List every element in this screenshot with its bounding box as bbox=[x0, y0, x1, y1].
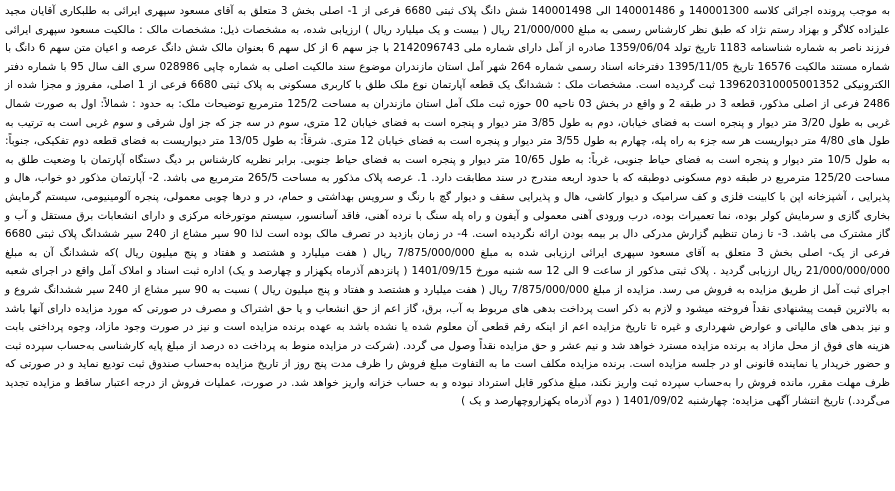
auction-notice-text: به موجب پرونده اجرائی کلاسه 140001300 و 140001486 الی 140001498 شش دانگ پلاک ثبتی 6680 فرعی از 1- اصلی بخش 3 متعلق به آقای مسعود سپهری ایرائی به طلبکاری آقایان مجید علیزاده کلاگر و بهزاد رستم نژاد که طبق نظر کارشناس رسمی به مبلغ 21/000/000 ریال ( بیست و یک میلیارد ریال ) ارزیابی شده، به مشخصات ذیل: مشخصات مالک : مالکیت مسعود سپهری ایرائی فرزند ناصر به شماره شناسنامه 1183 تاریخ تولد 1359/06/04 صادره از آمل دارای شماره ملی 2142096743 با جز سهم 6 از کل سهم 6 بعنوان مالک شش دانگ عرصه و اعیان متن سهم 6 دانگ با شماره مستند مالکیت 16576 تاریخ 1395/11/05 دفترخانه اسناد رسمی شماره 264 شهر آمل استان مازندران موضوع سند مالکیت اصلی به شماره چاپی 028986 سری الف سال 95 با شماره دفتر الکترونیکی 139620310005001352 ثبت گردیده است. مشخصات ملک : ششدانگ یک قطعه آپارتمان نوع ملک طلق با کاربری مسکونی به پلاک ثبتی 6680 فرعی از 1 اصلی، مفروز و مجزا شده از 2486 فرعی از اصلی مذکور، قطعه 3 در طبقه 2 و واقع در بخش 03 ناحیه 00 حوزه ثبت ملک آمل استان مازندران به مساحت 125/2 مترمربع توضیحات ملک: به حدود : شمالاً: اول به صورت شمال غربی به طول 3/20 متر دیوار و پنجره است به فضای خیابان، دوم به طول 3/85 متر دیوار و پنجره است به فضای خیابان 12 متری، سوم در سه جز که جز اول شرقی و سوم غربی است به ترتیب به طول های 4/80 متر دیواریست هر سه جزء به راه پله، چهارم به طول 3/55 متر دیوار و پنجره است به فضای خیابان 12 متری. شرقاً: به طول 13/05 متر دیواریست به فضای قطعه دوم تفکیکی، جنوباً: به طول 10/5 متر دیوار و پنجره است به فضای حیاط جنوبی، غرباً: به طول 10/65 متر دیوار و پنجره است به فضای حیاط جنوبی. برابر نظریه کارشناس بر دیگ دستگاه آپارتمان با وضعیت طلق به مساحت 125/20 مترمربع در طبقه دوم مسکونی دوطبقه که با حدود اربعه مندرج در سند مطابقت دارد. 1. عرصه پلاک مذکور به مساحت 265/5 مترمربع می باشد. 2- آپارتمان مذکور دو خواب، هال و پذیرایی ، آشپزخانه اپن با کابینت فلزی و کف سرامیک و دیوار کاشی، هال و پذیرایی سقف و دیوار گچ با رنگ و سرویس بهداشتی و حمام، در و درها چوبی معمولی، پنجره آلومینیومی، سیستم گرمایش بخاری گازی و سرمایش کولر بوده، نما تعمیرات بوده، درب ورودی آهنی معمولی و آیفون و راه پله سنگ با نرده آهنی، فاقد آسانسور، سیستم موتورخانه مرکزی و دارای انشعابات برق مستقل و آب و گاز مشترک می باشد. 3- تا زمان تنظیم گزارش مدرکی دال بر بیمه بودن ارائه نگردیده است. 4- در زمان بازدید در تصرف مالک بوده است لذا 90 سیر مشاع از 240 سیر ششدانگ پلاک ثبتی 6680 فرعی از یک- اصلی بخش 3 متعلق به آقای مسعود سپهری ایرائی ارزیابی شده به مبلغ 7/875/000/000 ریال ( هفت میلیارد و هشتصد و هفتاد و پنج میلیون ریال )که ششدانگ آن به مبلغ 21/000/000/000 ریال ارزیابی گردید . پلاک ثبتی مذکور از ساعت 9 الی 12 سه شنبه مورخ 1401/09/15 ( پانزدهم آذرماه یکهزار و چهارصد و یک) اداره ثبت اسناد و املاک آمل واقع در اجرای شعبه اجرای ثبت آمل از طریق مزایده به فروش می رسد. مزایده از مبلغ 7/875/000/000 ریال ( هفت میلیارد و هشتصد و هفتاد و پنج میلیون ریال ) نسبت به 90 سیر مشاع از 240 سیر ششدانگ شروع و به بالاترین قیمت پیشنهادی نقداً فروخته میشود و لازم به ذکر است پرداخت بدهی های مربوط به آب، برق، گاز اعم از حق انشعاب و یا حق اشتراک و مصرف در صورتی که مورد مزایده دارای آنها باشد و نیز بدهی های مالیاتی و عوارض شهرداری و غیره تا تاریخ مزایده اعم از اینکه رقم قطعی آن معلوم شده یا نشده باشد به عهده برنده مزایده است و نیز در صورت وجود مازاد، وجوه پرداختی بابت هزینه های فوق از محل مازاد به برنده مزایده مسترد خواهد شد و نیم عشر و حق مزایده نقداً وصول می گردد. (شرکت در مزایده منوط به پرداخت ده درصد از مبلغ پایه کارشناسی به‌حساب سپرده ثبت و حضور خریدار یا نماینده قانونی او در جلسه مزایده است. برنده مزایده مکلف است ما به التفاوت مبلغ فروش را ظرف مدت پنج روز از تاریخ مزایده به‌حساب صندوق ثبت تودیع نماید و در صورتی که ظرف مهلت مقرر، مانده فروش را به‌حساب سپرده ثبت واریز نکند، مبلغ مذکور قابل استرداد نبوده و به حساب خزانه واریز خواهد شد. در صورت، عملیات فروش از درجه اعتبار ساقط و مزایده تجدید می‌گردد.) تاریخ انتشار آگهی مزایده: چهارشنبه 1401/09/02 ( دوم آذرماه یکهزاروچهارصد و یک ) bbox=[5, 5, 891, 408]
